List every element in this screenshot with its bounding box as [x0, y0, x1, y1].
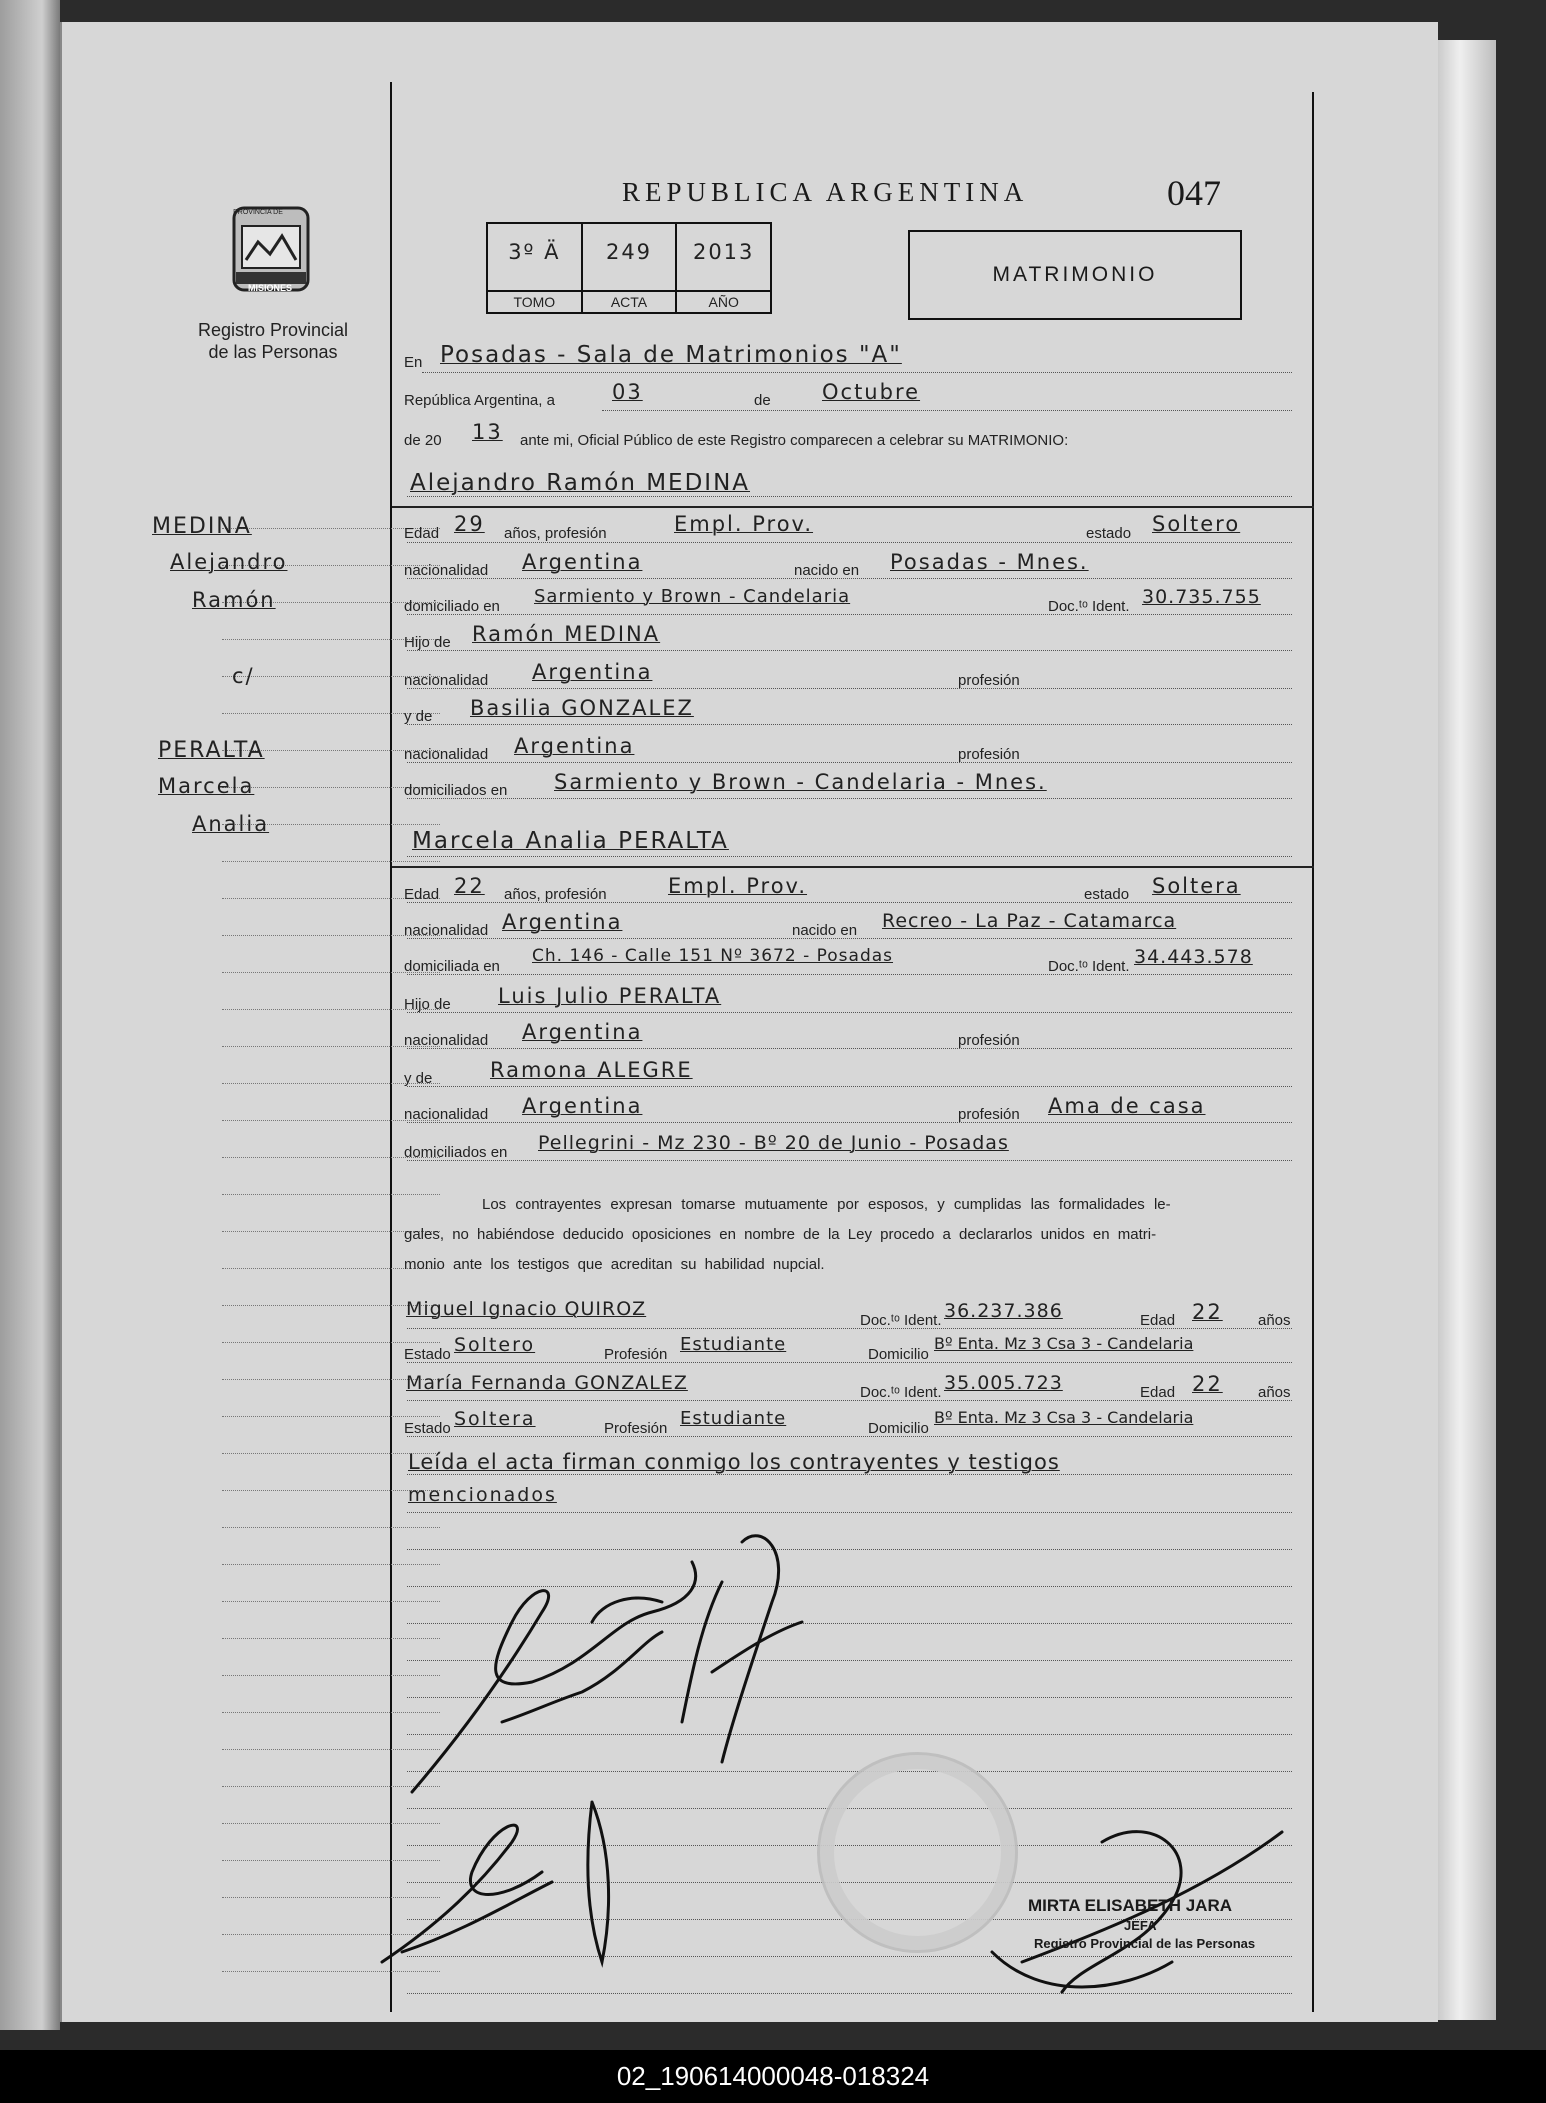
- official-title: JEFA: [1124, 1918, 1157, 1933]
- ruled-line: [407, 650, 1292, 651]
- ruled-line: [407, 856, 1292, 857]
- file-id: 02_190614000048-018324: [616, 2061, 930, 2091]
- bride-address: Ch. 146 - Calle 151 Nº 3672 - Posadas: [532, 946, 894, 966]
- margin-ruled-line: [222, 1342, 440, 1343]
- witness1-edad-label: Edad: [1140, 1312, 1176, 1329]
- bride-civil-status: Soltera: [1152, 874, 1241, 898]
- groom-edad-label: Edad: [404, 525, 440, 542]
- bride-anos-profesion-label: años, profesión: [504, 886, 607, 903]
- closing-line1: Leída el acta firman conmigo los contrayentes y testigos: [408, 1450, 1060, 1474]
- witness2-profession: Estudiante: [680, 1408, 787, 1429]
- ruled-line: [407, 688, 1292, 689]
- anio-label: AÑO: [677, 290, 770, 312]
- witness2-anos-label: años: [1258, 1384, 1291, 1401]
- intro-formula: ante mi, Oficial Público de este Registro comparecen a celebrar su MATRIMONIO:: [520, 432, 1069, 449]
- bride-mother-nationality: Argentina: [522, 1094, 643, 1118]
- ruled-line: [407, 1328, 1292, 1329]
- left-page-edge: [0, 0, 60, 2030]
- margin-groom-surname: MEDINA: [152, 514, 252, 539]
- bride-hijo-label: Hijo de: [404, 996, 451, 1013]
- witness1-address: Bº Enta. Mz 3 Csa 3 - Candelaria: [934, 1334, 1194, 1353]
- groom-full-name: Alejandro Ramón MEDINA: [410, 470, 751, 496]
- groom-father-nationality: Argentina: [532, 660, 653, 684]
- anio-value: 2013: [692, 240, 755, 264]
- ceremony-place: Posadas - Sala de Matrimonios "A": [440, 342, 902, 368]
- ruled-line: [407, 724, 1292, 725]
- groom-father-nac-label: nacionalidad: [404, 672, 489, 689]
- witness1-anos-label: años: [1258, 1312, 1291, 1329]
- bride-father: Luis Julio PERALTA: [498, 984, 722, 1008]
- witness1-age: 22: [1192, 1300, 1223, 1324]
- ruled-line: [407, 1362, 1292, 1363]
- tomo-value: 3º Ä: [508, 240, 561, 264]
- year-suffix: 13: [472, 420, 503, 444]
- ruled-line: [407, 1122, 1292, 1123]
- ruled-line: [407, 902, 1292, 903]
- official-stamp: [817, 1752, 1018, 1953]
- bride-edad-label: Edad: [404, 886, 440, 903]
- ruled-line: [407, 614, 1292, 615]
- acta-label: ACTA: [583, 290, 676, 312]
- bride-yde-label: y de: [404, 1070, 433, 1087]
- groom-address: Sarmiento y Brown - Candelaria: [534, 586, 851, 607]
- record-type-box: MATRIMONIO: [908, 230, 1242, 320]
- official-office: Registro Provincial de las Personas: [1034, 1936, 1256, 1951]
- witness2-estado-label: Estado: [404, 1420, 451, 1437]
- closing-line2: mencionados: [408, 1484, 557, 1506]
- witness1-doc-label: Doc.ᵗᵒ Ident.: [860, 1312, 942, 1329]
- page-number: 047: [1167, 173, 1221, 213]
- witness-signatures: [362, 1782, 682, 1982]
- seal-text-top: PROVINCIA DE: [233, 209, 283, 216]
- witness1-doc: 36.237.386: [944, 1300, 1063, 1322]
- ruled-line: [407, 578, 1292, 579]
- ruled-line: [407, 1512, 1292, 1513]
- seal-text-bottom: MISIONES: [247, 283, 293, 293]
- margin-ruled-line: [222, 1194, 440, 1195]
- registry-name-line1: Registro Provincial: [197, 320, 349, 340]
- groom-estado-label: estado: [1086, 525, 1132, 542]
- bride-doc-label: Doc.ᵗᵒ Ident.: [1048, 958, 1130, 975]
- margin-ruled-line: [222, 1416, 440, 1417]
- ruled-line: [407, 542, 1292, 543]
- margin-ruled-line: [222, 861, 440, 862]
- witness2-civil-status: Soltera: [454, 1408, 536, 1430]
- groom-mother-nationality: Argentina: [514, 734, 635, 758]
- tomo-label: TOMO: [488, 290, 581, 312]
- groom-doc-label: Doc.ᵗᵒ Ident.: [1048, 598, 1130, 615]
- declaration-line3: monio ante los testigos que acreditan su habilidad nupcial.: [404, 1256, 825, 1273]
- de-label: de: [754, 392, 771, 409]
- groom-civil-status: Soltero: [1152, 512, 1241, 536]
- bride-nacido-label: nacido en: [792, 922, 858, 939]
- witness2-doc-label: Doc.ᵗᵒ Ident.: [860, 1384, 942, 1401]
- ruled-line: [407, 974, 1292, 975]
- groom-age: 29: [454, 512, 485, 536]
- bride-mother-nac-label: nacionalidad: [404, 1106, 489, 1123]
- groom-mother: Basilia GONZALEZ: [470, 696, 694, 720]
- witness1-name: Miguel Ignacio QUIROZ: [406, 1298, 647, 1320]
- section-divider: [392, 506, 1314, 508]
- bride-domiciliada-label: domiciliada en: [404, 958, 500, 975]
- ruled-line: [407, 1012, 1292, 1013]
- file-id-bar: [0, 2050, 1546, 2103]
- witness1-estado-label: Estado: [404, 1346, 451, 1363]
- bride-domiciliados-label: domiciliados en: [404, 1144, 508, 1161]
- country-heading: REPUBLICA ARGENTINA: [622, 177, 1029, 207]
- register-page: [60, 22, 1438, 2022]
- bride-mother: Ramona ALEGRE: [490, 1058, 693, 1082]
- witness2-profesion-label: Profesión: [604, 1420, 668, 1437]
- bride-parents-address: Pellegrini - Mz 230 - Bº 20 de Junio - Posadas: [538, 1132, 1009, 1154]
- year-prefix: de 20: [404, 432, 442, 449]
- ruled-line: [422, 372, 1292, 373]
- groom-nacionalidad-label: nacionalidad: [404, 562, 489, 579]
- groom-father-prof-label: profesión: [958, 672, 1020, 689]
- bride-mother-prof-label: profesión: [958, 1106, 1020, 1123]
- acta-cell: [583, 224, 678, 312]
- ruled-line: [407, 1474, 1292, 1475]
- province-seal-icon: [224, 202, 318, 296]
- right-page-edge: [1436, 40, 1496, 2020]
- groom-nacido-label: nacido en: [794, 562, 860, 579]
- bride-mother-profession: Ama de casa: [1048, 1094, 1206, 1118]
- groom-profession: Empl. Prov.: [674, 512, 814, 536]
- anio-cell: [677, 224, 770, 312]
- bride-profession: Empl. Prov.: [668, 874, 808, 898]
- ruled-line: [407, 762, 1292, 763]
- margin-groom-given2: Ramón: [192, 588, 276, 612]
- bride-father-prof-label: profesión: [958, 1032, 1020, 1049]
- bride-doc-number: 34.443.578: [1134, 946, 1253, 968]
- registry-name-line2: de las Personas: [208, 342, 338, 362]
- groom-domiciliado-label: domiciliado en: [404, 598, 500, 615]
- groom-father: Ramón MEDINA: [472, 622, 661, 646]
- ruled-line: [602, 410, 1292, 411]
- acta-value: 249: [605, 240, 653, 264]
- ruled-line: [407, 1048, 1292, 1049]
- bride-father-nationality: Argentina: [522, 1020, 643, 1044]
- ruled-line: [407, 1436, 1292, 1437]
- witness2-address: Bº Enta. Mz 3 Csa 3 - Candelaria: [934, 1408, 1194, 1427]
- bride-birthplace: Recreo - La Paz - Catamarca: [882, 910, 1177, 932]
- ruled-line: [407, 798, 1292, 799]
- margin-connector: c/: [232, 664, 255, 688]
- bride-nationality: Argentina: [502, 910, 623, 934]
- ruled-line: [407, 1160, 1292, 1161]
- groom-yde-label: y de: [404, 708, 433, 725]
- groom-doc-number: 30.735.755: [1142, 586, 1261, 608]
- bride-age: 22: [454, 874, 485, 898]
- witness2-edad-label: Edad: [1140, 1384, 1176, 1401]
- margin-groom-given1: Alejandro: [170, 550, 288, 574]
- bride-father-nac-label: nacionalidad: [404, 1032, 489, 1049]
- bride-estado-label: estado: [1084, 886, 1130, 903]
- witness2-name: María Fernanda GONZALEZ: [406, 1372, 688, 1394]
- right-border: [1312, 92, 1314, 2012]
- bride-signature: [622, 1522, 882, 1782]
- witness1-civil-status: Soltero: [454, 1334, 536, 1356]
- margin-bride-surname: PERALTA: [158, 738, 265, 763]
- groom-mother-nac-label: nacionalidad: [404, 746, 489, 763]
- groom-hijo-label: Hijo de: [404, 634, 451, 651]
- groom-anos-profesion-label: años, profesión: [504, 525, 607, 542]
- witness1-profesion-label: Profesión: [604, 1346, 668, 1363]
- groom-parents-address: Sarmiento y Brown - Candelaria - Mnes.: [554, 770, 1047, 794]
- ceremony-day: 03: [612, 380, 643, 404]
- groom-birthplace: Posadas - Mnes.: [890, 550, 1089, 574]
- bride-nacionalidad-label: nacionalidad: [404, 922, 489, 939]
- groom-mother-prof-label: profesión: [958, 746, 1020, 763]
- tomo-cell: [488, 224, 583, 312]
- republica-label: República Argentina, a: [404, 392, 555, 409]
- groom-domiciliados-label: domiciliados en: [404, 782, 508, 799]
- ruled-line: [407, 1086, 1292, 1087]
- witness2-domicilio-label: Domicilio: [868, 1420, 929, 1437]
- declaration-line1: Los contrayentes expresan tomarse mutuamente por esposos, y cumplidas las formalidades le-: [482, 1196, 1171, 1213]
- bride-full-name: Marcela Analia PERALTA: [412, 828, 729, 854]
- witness2-doc: 35.005.723: [944, 1372, 1063, 1394]
- section-divider: [392, 866, 1314, 868]
- official-name: MIRTA ELISABETH JARA: [1028, 1896, 1232, 1915]
- ceremony-month: Octubre: [822, 380, 921, 404]
- ruled-line: [407, 938, 1292, 939]
- margin-bride-given1: Marcela: [158, 774, 255, 798]
- en-label: En: [404, 354, 423, 371]
- witness1-profession: Estudiante: [680, 1334, 787, 1355]
- groom-nationality: Argentina: [522, 550, 643, 574]
- margin-bride-given2: Analia: [192, 812, 270, 836]
- declaration-line2: gales, no habiéndose deducido oposiciones en nombre de la Ley procedo a declararlos unidos en matri-: [404, 1226, 1157, 1243]
- ruled-line: [407, 496, 1292, 497]
- witness2-age: 22: [1192, 1372, 1223, 1396]
- ruled-line: [407, 1400, 1292, 1401]
- witness1-domicilio-label: Domicilio: [868, 1346, 929, 1363]
- tomo-acta-ano-box: [486, 222, 772, 314]
